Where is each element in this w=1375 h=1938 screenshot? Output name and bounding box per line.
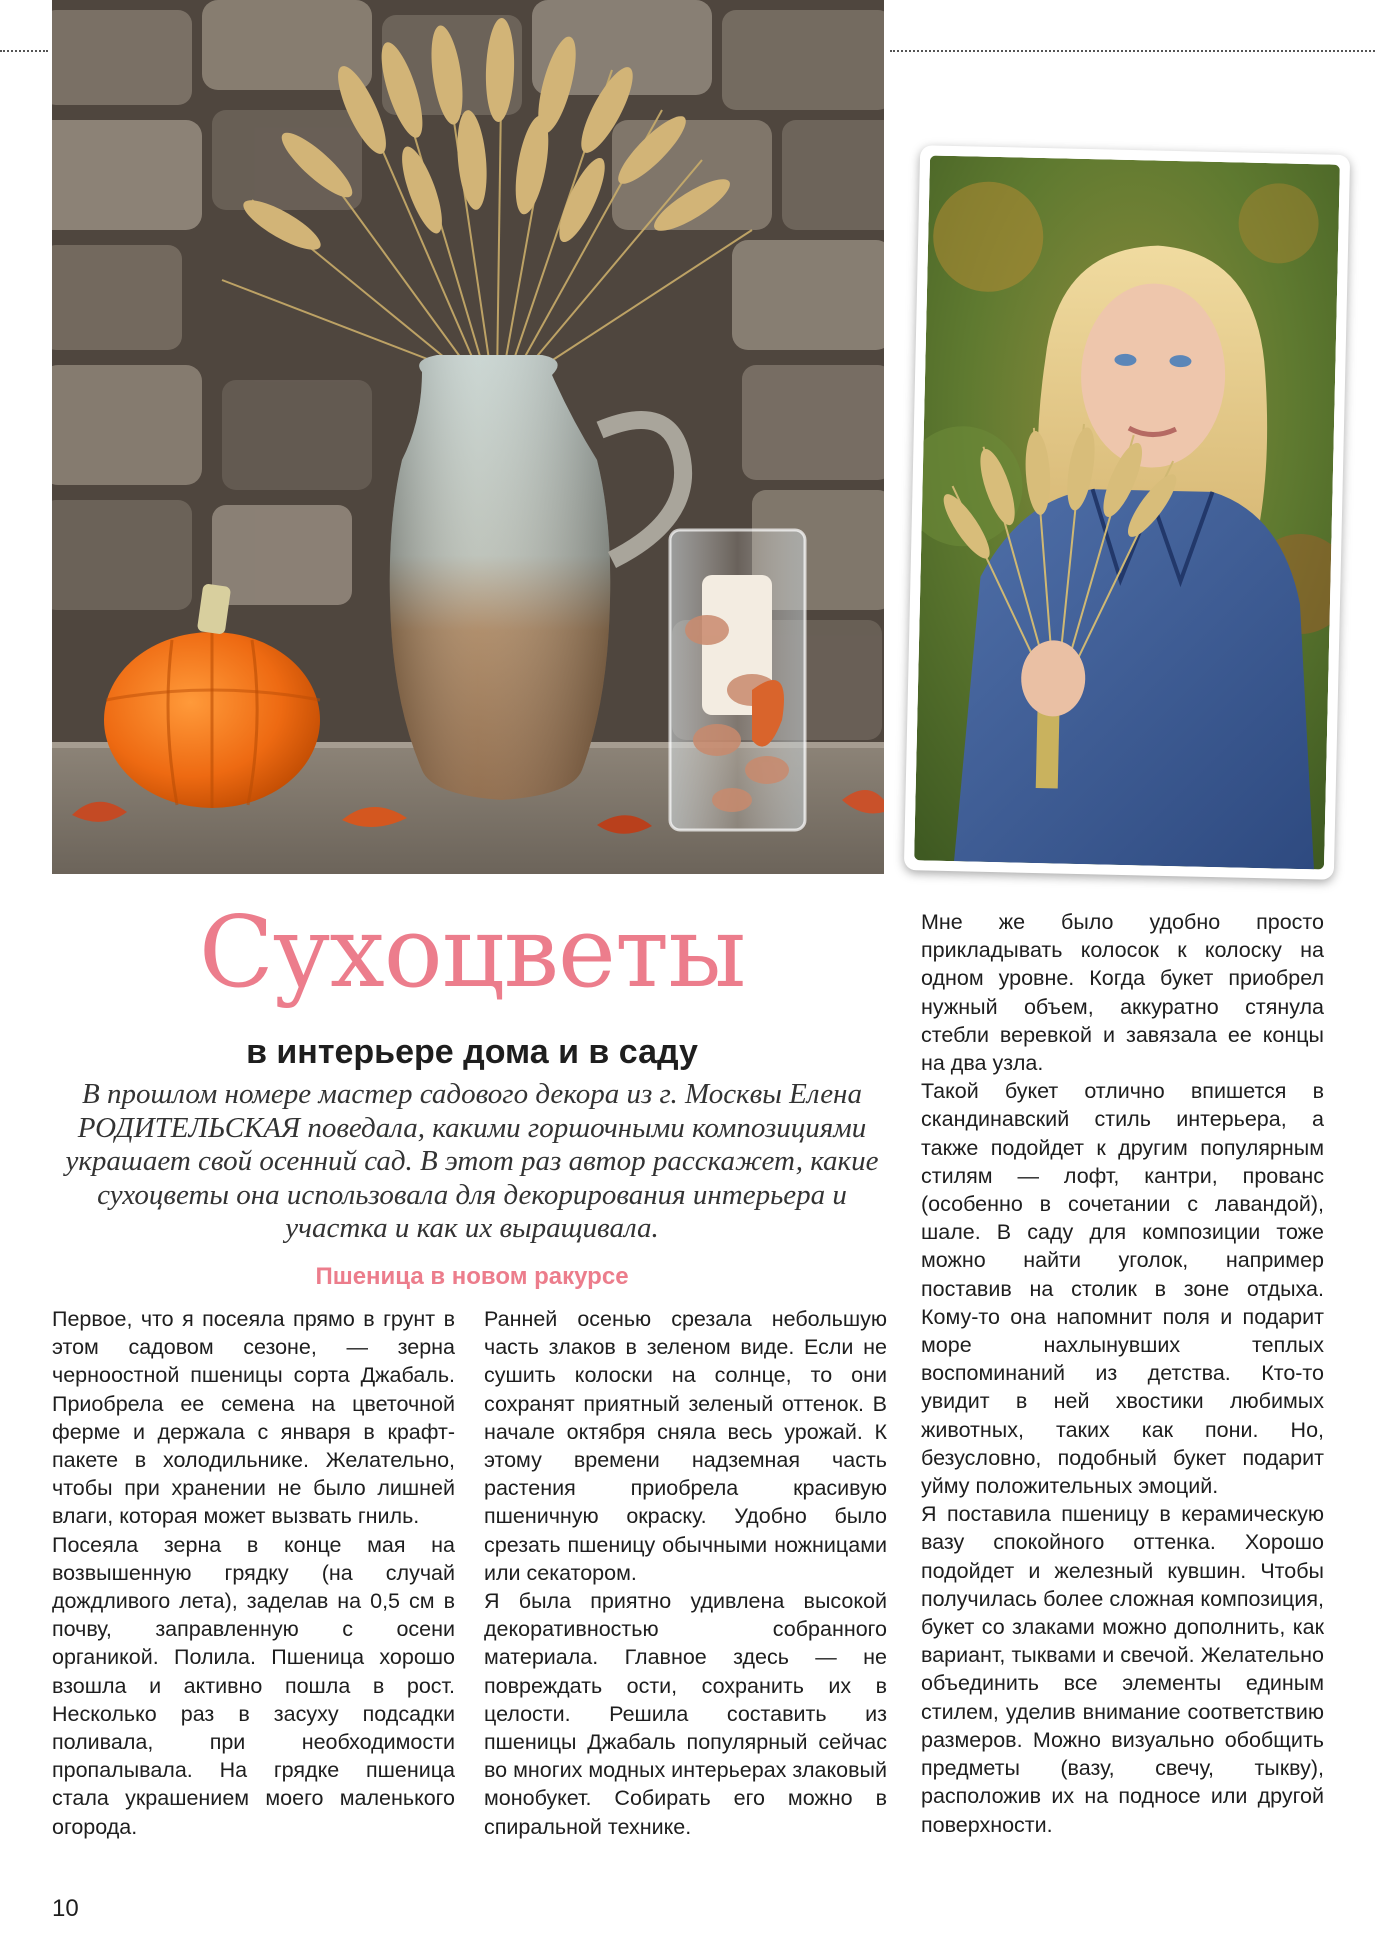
paragraph: Такой букет отлично впишется в скандинавский стиль интерьера, а также подойдет к другим популярным стилям — лофт, кантри, прованс (особенно в сочетании с лавандой), шале. В саду для композиции тоже можно найти уголок, например поставив на столик в зоне отдыха. Кому-то она напомнит поля и подарит море нахлынувших теплых воспоминаний из детства. Кто-то увидит в ней хвостики любимых животных, таких как пони. Но, безусловно, подобный букет подарит уйму положительных эмоций.	[921, 1079, 1324, 1499]
section-heading: Пшеница в новом ракурсе	[315, 1263, 629, 1290]
paragraph: Я поставила пшеницу в керамическую вазу спокойного оттенка. Хорошо подойдет и железный кувшин. Чтобы получилась более сложная композиция, букет со злаками можно дополнить, как вариант, тыквами и свечой. Желательно объединить все элементы единым стилем, уделив внимание соответствию размеров. Можно визуально обобщить предметы (вазу, свечу, тыкву), расположив их на подносе или другой поверхности.	[921, 1502, 1324, 1837]
top-dotted-rule-left	[0, 50, 48, 52]
page-number: 10	[52, 1895, 79, 1922]
wheat-vase-still-life-photo	[52, 0, 884, 874]
paragraph: Первое, что я посеяла прямо в грунт в этом садовом сезоне, — зерна черноостной пшеницы сорта Джабаль. Приобрела ее семена на цветочной ферме и держала с января в крафт-пакете в холодильнике. Желательно, чтобы при хранении не было лишней влаги, которая может вызвать гниль.	[52, 1307, 455, 1529]
text-column-2	[484, 1305, 887, 1841]
top-dotted-rule-right	[890, 50, 1375, 52]
paragraph: Я была приятно удивлена высокой декоративностью собранного материала. Главное здесь — не повреждать ости, сохранить их в целости. Решила составить из пшеницы Джабаль популярный сейчас во многих модных интерьерах злаковый монобукет. Собирать его можно в спиральной технике.	[484, 1589, 887, 1839]
author-portrait-photo	[904, 145, 1350, 880]
article-lead: В прошлом номере мастер садового декора из г. Москвы Елена РОДИТЕЛЬСКАЯ поведала, какими горшочными композициями украшает свой осенний сад. В этот раз автор расскажет, какие сухоцветы она использовала для декорирования интерьера и участка и как их выращивала.	[65, 1078, 879, 1244]
article-title: Сухоцветы	[198, 896, 746, 1010]
article-subtitle: в интерьере дома и в саду	[246, 1033, 698, 1071]
text-column-3	[921, 908, 1324, 1839]
paragraph: Мне же было удобно просто прикладывать колосок к колоску на одном уровне. Когда букет приобрел нужный объем, аккуратно стянула стебли веревкой и завязала ее концы на два узла.	[921, 910, 1324, 1076]
paragraph: Посеяла зерна в конце мая на возвышенную грядку (на случай дождливого лета), заделав на 0,5 см в почву, заправленную с осени органикой. Полила. Пшеница хорошо взошла и активно пошла в рост. Несколько раз в засуху подсадки поливала, при необходимости пропалывала. На грядке пшеница стала украшением моего маленького огорода.	[52, 1532, 455, 1839]
text-column-1	[52, 1305, 455, 1841]
paragraph: Ранней осенью срезала небольшую часть злаков в зеленом виде. Если не сушить колоски на солнце, то они сохранят приятный зеленый оттенок. В начале октября сняла весь урожай. К этому времени надземная часть растения приобрела красивую пшеничную окраску. Удобно было срезать пшеницу обычными ножницами или секатором.	[484, 1307, 887, 1585]
